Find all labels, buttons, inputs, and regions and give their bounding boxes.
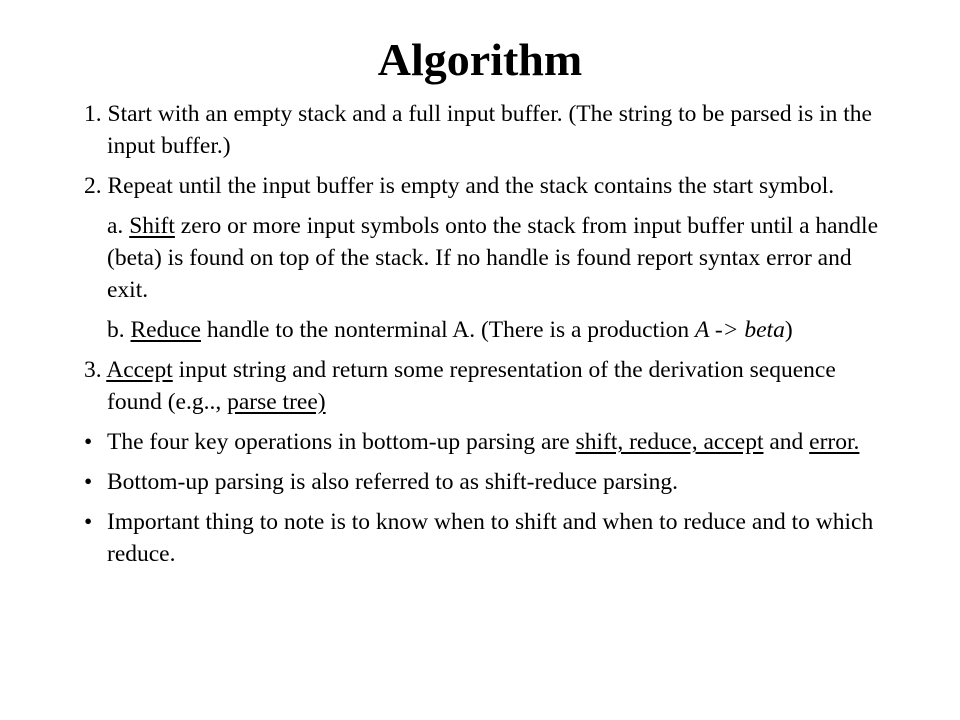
step-3-text: input string and return some representation of the derivation sequence found (e.g..,: [107, 357, 836, 415]
step-2b: [84, 314, 884, 346]
bullet-3-text: Important thing to note is to know when to shift and when to reduce and to which reduce.: [107, 509, 874, 567]
slide-title: Algorithm: [377, 34, 583, 85]
step-2a-text: zero or more input symbols onto the stack from input buffer until a handle (beta) is found on top of the stack. If no handle is found report syntax error and exit.: [107, 213, 879, 303]
parse-tree-term: parse tree): [227, 389, 326, 415]
error-term: error.: [809, 429, 860, 455]
step-2a-prefix: a.: [107, 213, 130, 239]
bullet-icon: •: [84, 469, 93, 495]
slide-body: [84, 98, 884, 578]
bullet-2-text: Bottom-up parsing is also referred to as shift-reduce parsing.: [107, 469, 679, 495]
accept-term: Accept: [106, 357, 173, 383]
operations-term: shift, reduce, accept: [575, 429, 764, 455]
step-2b-text: handle to the nonterminal A. (There is a production: [200, 317, 695, 343]
bullet-key-operations: [84, 426, 884, 458]
step-2b-prefix: b.: [107, 317, 131, 343]
reduce-term: Reduce: [130, 317, 201, 343]
step-2: 2. Repeat until the input buffer is empty and the stack contains the start symbol.: [84, 173, 835, 199]
step-2b-close: ): [784, 317, 793, 343]
bullet-important-note: [84, 506, 884, 570]
bullet-1-and: and: [763, 429, 810, 455]
step-1: 1. Start with an empty stack and a full input buffer. (The string to be parsed is in the input buffer.): [84, 101, 872, 159]
shift-term: Shift: [129, 213, 175, 239]
production-arrow: ->: [708, 317, 745, 343]
bullet-icon: •: [84, 509, 93, 535]
step-3-prefix: 3.: [84, 357, 107, 383]
bullet-icon: •: [84, 429, 93, 455]
bullet-1-text: The four key operations in bottom-up parsing are: [107, 429, 576, 455]
production-rhs: beta: [744, 317, 785, 343]
step-2a: [84, 210, 884, 306]
bullet-shift-reduce: [84, 466, 884, 498]
production-lhs: A: [695, 317, 709, 343]
step-3: [84, 354, 884, 418]
